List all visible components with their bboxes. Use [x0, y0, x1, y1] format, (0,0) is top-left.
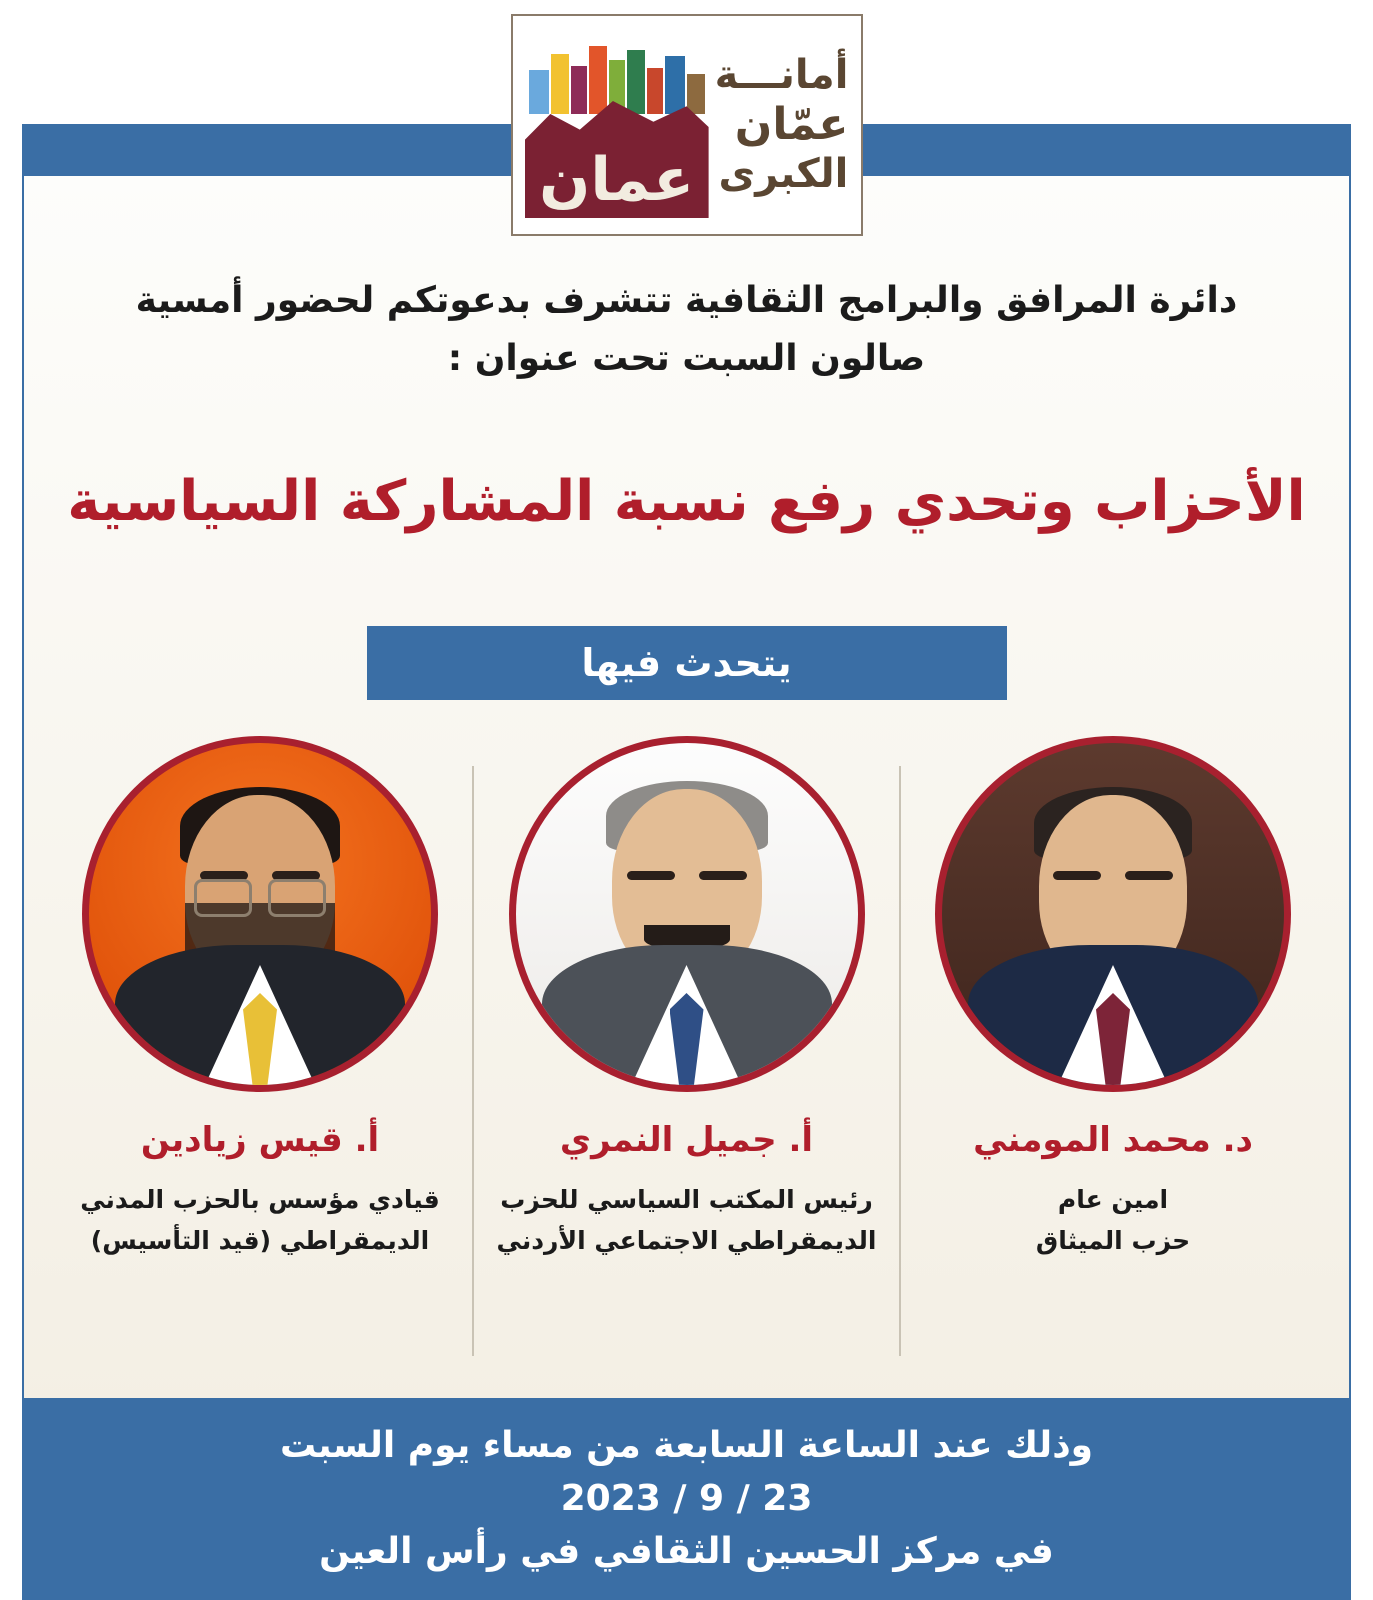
- avatar: [935, 736, 1291, 1092]
- logo: [511, 14, 863, 236]
- speaker-role: [487, 1180, 887, 1261]
- event-date: 23 / 9 / 2023: [560, 1477, 813, 1519]
- intro-text: دائرة المرافق والبرامج الثقافية تتشرف بدعوتكم لحضور أمسية صالون السبت تحت عنوان :: [135, 280, 1238, 380]
- amman-skyline-icon: [525, 32, 709, 218]
- speaker-role-line1: رئيس المكتب السياسي للحزب: [500, 1185, 873, 1215]
- poster-frame: [22, 176, 1351, 1600]
- logo-text: [715, 52, 849, 198]
- logo-line-2: عمّان: [734, 99, 849, 151]
- speakers-section-label: يتحدث فيها: [367, 626, 1007, 700]
- avatar: [509, 736, 865, 1092]
- speaker-name: د. محمد المومني: [973, 1120, 1253, 1160]
- speaker-card: [50, 736, 470, 1261]
- divider: [899, 766, 901, 1356]
- divider: [472, 766, 474, 1356]
- page-title: الأحزاب وتحدي رفع نسبة المشاركة السياسية: [67, 469, 1306, 534]
- logo-line-3: الكبرى: [718, 150, 849, 197]
- speaker-role-line2: الديمقراطي (قيد التأسيس): [90, 1225, 430, 1255]
- speaker-role-line2: حزب الميثاق: [1035, 1225, 1191, 1255]
- speaker-role-line2: الديمقراطي الاجتماعي الأردني: [496, 1225, 877, 1255]
- logo-line-1: أمانـــة: [714, 51, 849, 98]
- logo-art-word: عمان: [539, 145, 695, 215]
- event-venue: في مركز الحسين الثقافي في رأس العين: [319, 1530, 1054, 1572]
- avatar: [82, 736, 438, 1092]
- speaker-name: أ. قيس زيادين: [140, 1120, 380, 1160]
- speaker-name: أ. جميل النمري: [559, 1120, 814, 1160]
- speakers-row: [50, 736, 1323, 1356]
- speaker-role: [70, 1180, 450, 1261]
- speaker-card: [903, 736, 1323, 1261]
- event-details-footer: [24, 1398, 1349, 1598]
- speaker-role-line1: قيادي مؤسس بالحزب المدني: [80, 1185, 440, 1215]
- speaker-role: [1026, 1180, 1200, 1261]
- speaker-role-line1: امين عام: [1057, 1185, 1169, 1215]
- event-time: وذلك عند الساعة السابعة من مساء يوم السبت: [279, 1424, 1094, 1466]
- speaker-card: [477, 736, 897, 1261]
